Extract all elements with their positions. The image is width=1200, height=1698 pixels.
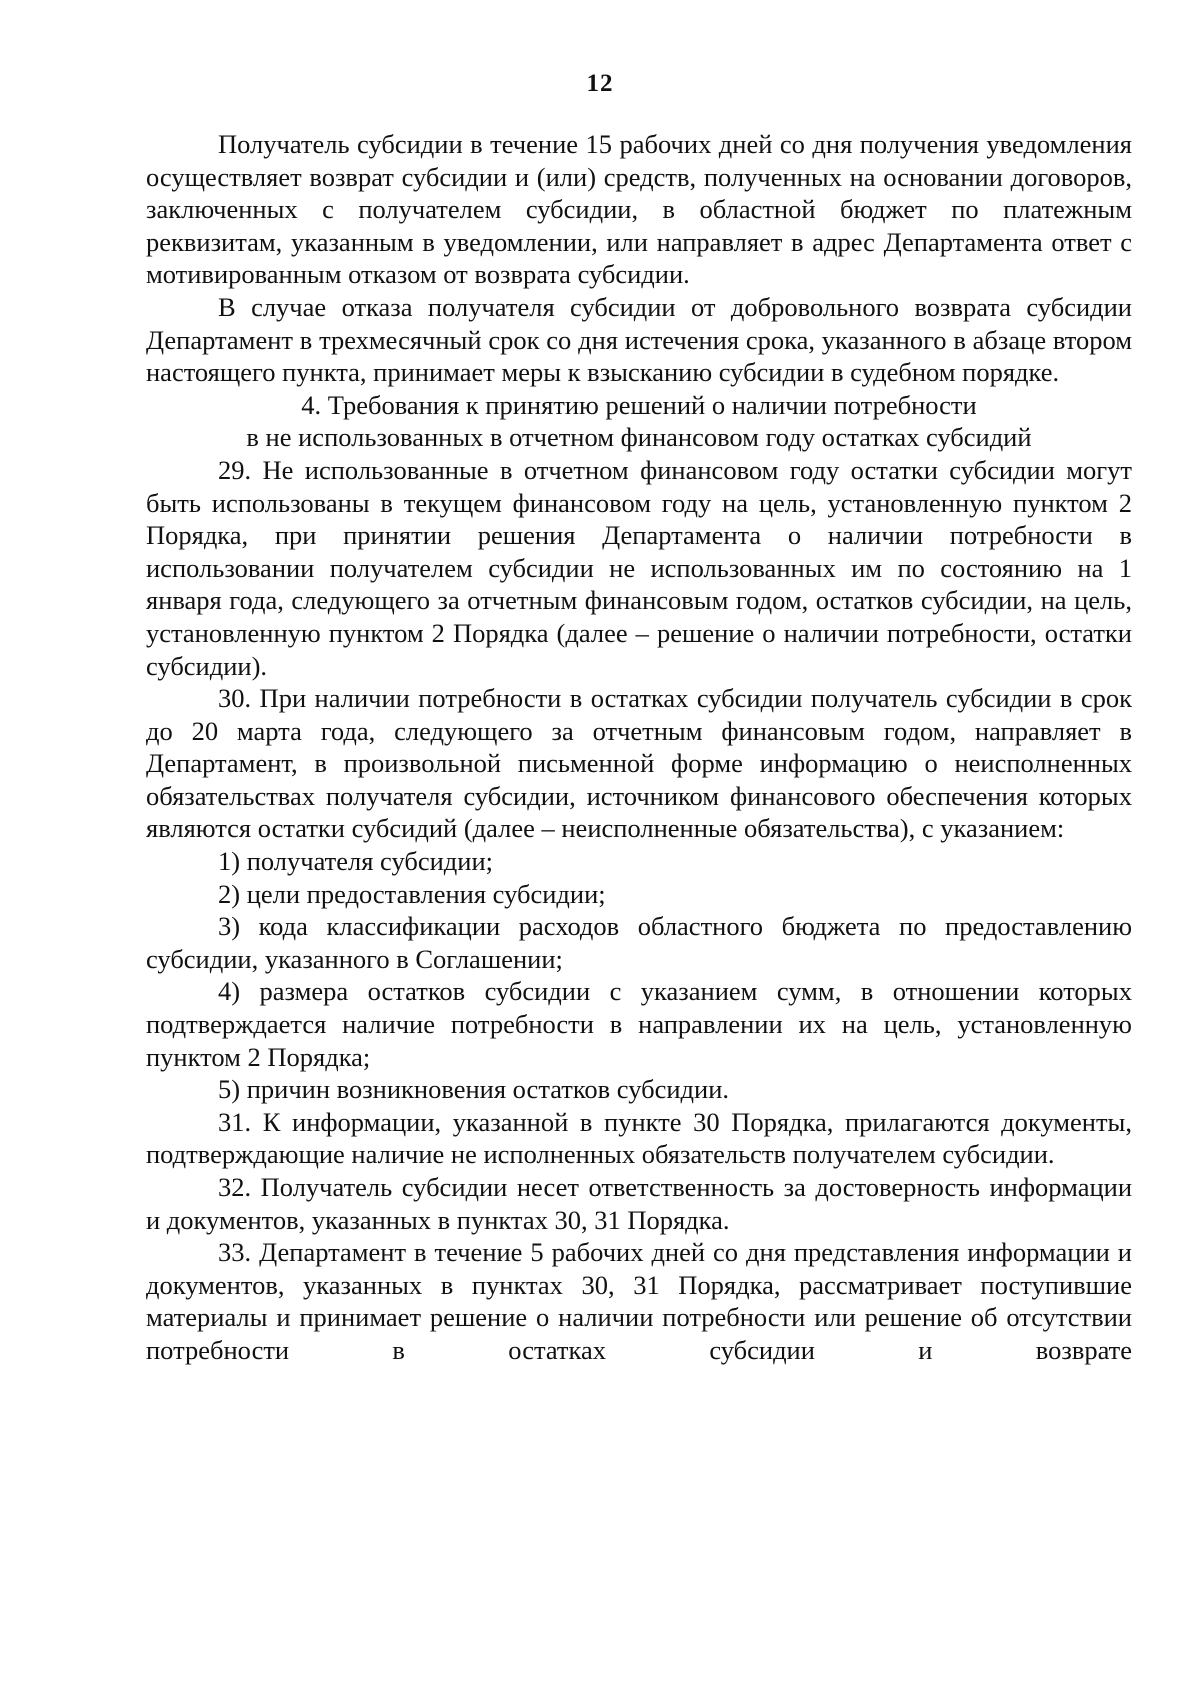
- clause-33: 33. Департамент в течение 5 рабочих дней со дня представления информации и документов, указанных в пунктах 30, 31 Порядка, рассматривает поступившие материалы и принимает решение о наличии потребности или решение об отсутствии потребности в остатках субсидии и возврате: [146, 1237, 1132, 1365]
- paragraph: Получатель субсидии в течение 15 рабочих дней со дня получения уведомления осуществляет возврат субсидии и (или) средств, полученных на основании договоров, заключенных с получателем субсидии, в областной бюджет по платежным реквизитам, указанным в уведомлении, или направляет в адрес Департамента ответ с мотивированным отказом от возврата субсидии.: [146, 129, 1132, 290]
- paragraph: В случае отказа получателя субсидии от добровольного возврата субсидии Департамент в трехмесячный срок со дня истечения срока, указанного в абзаце втором настоящего пункта, принимает меры к взысканию субсидии в судебном порядке.: [146, 291, 1132, 388]
- list-item: 4) размера остатков субсидии с указанием сумм, в отношении которых подтверждается наличие потребности в направлении их на цель, установленную пунктом 2 Порядка;: [146, 976, 1132, 1072]
- section-heading: [146, 389, 1132, 454]
- list-item: 3) кода классификации расходов областного бюджета по предоставлению субсидии, указанного в Соглашении;: [146, 911, 1132, 974]
- document-body: [146, 128, 1132, 1367]
- clause-30: 30. При наличии потребности в остатках субсидии получатель субсидии в срок до 20 марта года, следующего за отчетным финансовым годом, направляет в Департамент, в произвольной письменной форме информацию о неисполненных обязательствах получателя субсидии, источником финансового обеспечения которых являются остатки субсидий (далее – неисполненные обязательства), с указанием:: [146, 683, 1132, 844]
- list-item: 2) цели предоставления субсидии;: [218, 878, 606, 909]
- section-heading-line-1: 4. Требования к принятию решений о наличии потребности: [301, 389, 977, 420]
- clause-31: 31. К информации, указанной в пункте 30 Порядка, прилагаются документы, подтверждающие наличие не исполненных обязательств получателем субсидии.: [146, 1106, 1132, 1170]
- page-number: 12: [586, 70, 614, 97]
- list-item: 1) получателя субсидии;: [218, 846, 493, 877]
- list-item: 5) причин возникновения остатков субсидии.: [218, 1074, 730, 1105]
- section-heading-line-2: в не использованных в отчетном финансовом году остатках субсидий: [246, 422, 1032, 453]
- clause-29: 29. Не использованные в отчетном финансовом году остатки субсидии могут быть использованы в текущем финансовом году на цель, установленную пунктом 2 Порядка, при принятии решения Департамента о наличии потребности в использовании получателем субсидии не использованных им по состоянию на 1 января года, следующего за отчетным финансовым годом, остатков субсидии, на цель, установленную пунктом 2 Порядка (далее – решение о наличии потребности, остатки субсидии).: [146, 454, 1132, 681]
- clause-32: 32. Получатель субсидии несет ответственность за достоверность информации и документов, указанных в пунктах 30, 31 Порядка.: [146, 1172, 1132, 1235]
